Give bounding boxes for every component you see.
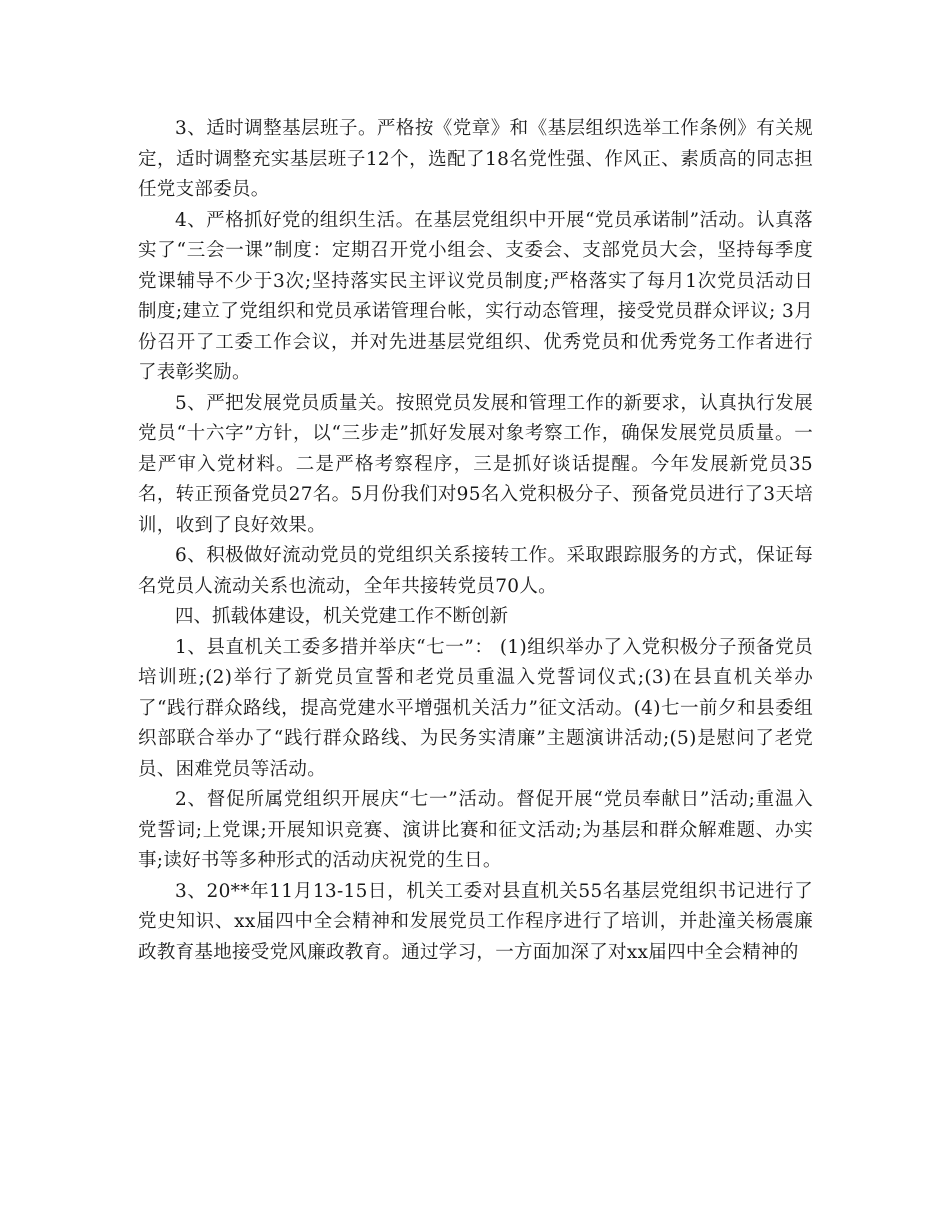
paragraph-organizational-life: 4、严格抓好党的组织生活。在基层党组织中开展“党员承诺制”活动。认真落实了“三会一课”制度：定期召开党小组会、支委会、支部党员大会，坚持每季度党课辅导不少于3次;坚持落实民主评议党员制度;严格落实了每月1次党员活动日制度;建立了党组织和党员承诺管理台帐，实行动态管理，接受党员群众评议; 3月份召开了工委工作会议，并对先进基层党组织、优秀党员和优秀党务工作者进行了表彰奖励。 xyxy=(138,209,813,383)
paragraph-member-quality: 5、严把发展党员质量关。按照党员发展和管理工作的新要求，认真执行发展党员“十六字”方针，以“三步走”抓好发展对象考察工作，确保发展党员质量。一是严审入党材料。二是严格考察程序，三是抓好谈话提醒。今年发展新党员35名，转正预备党员27名。5月份我们对95名入党积极分子、预备党员进行了3天培训，收到了良好效果。 xyxy=(138,392,813,536)
section-heading-innovation: 四、抓载体建设，机关党建工作不断创新 xyxy=(175,606,509,627)
paragraph-mobile-members: 6、积极做好流动党员的党组织关系接转工作。采取跟踪服务的方式，保证每名党员人流动关系也流动，全年共接转党员70人。 xyxy=(138,545,813,597)
paragraph-july-first-celebration: 1、县直机关工委多措并举庆“七一”： (1)组织举办了入党积极分子预备党员培训班;(2)举行了新党员宣誓和老党员重温入党誓词仪式;(3)在县直机关举办了“践行群众路线，提高党建水平增强机关活力”征文活动。(4)七一前夕和县委组织部联合举办了“践行群众路线、为民务实清廉”主题演讲活动;(5)是慰问了老党员、困难党员等活动。 xyxy=(138,636,813,780)
paragraph-supervise-activities: 2、督促所属党组织开展庆“七一”活动。督促开展“党员奉献日”活动;重温入党誓词;上党课;开展知识竞赛、演讲比赛和征文活动;为基层和群众解难题、办实事;读好书等多种形式的活动庆祝党的生日。 xyxy=(138,789,813,871)
paragraph-secretary-training: 3、20**年11月13-15日，机关工委对县直机关55名基层党组织书记进行了党史知识、xx届四中全会精神和发展党员工作程序进行了培训，并赴潼关杨震廉政教育基地接受党风廉政教育。通过学习，一方面加深了对xx届四中全会精神的 xyxy=(138,880,813,963)
document-body xyxy=(138,114,813,968)
paragraph-adjust-leadership: 3、适时调整基层班子。严格按《党章》和《基层组织选举工作条例》有关规定，适时调整充实基层班子12个，选配了18名党性强、作风正、素质高的同志担任党支部委员。 xyxy=(138,118,813,200)
